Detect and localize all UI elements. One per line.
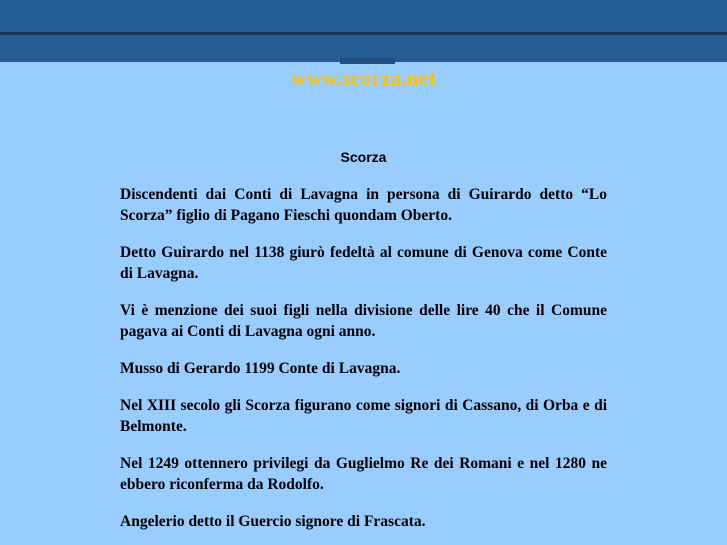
paragraph-list <box>120 184 607 532</box>
paragraph: Musso di Gerardo 1199 Conte di Lavagna. <box>120 360 401 377</box>
header-divider-line <box>0 32 727 35</box>
header-accent-tab <box>340 58 395 64</box>
paragraph: Angelerio detto il Guercio signore di Frascata. <box>120 513 426 530</box>
main-content <box>0 148 727 532</box>
site-title: www.scorza.net <box>291 66 436 90</box>
paragraph: Detto Guirardo nel 1138 giurò fedeltà al comune di Genova come Conte di Lavagna. <box>120 244 607 282</box>
paragraph: Nel 1249 ottennero privilegi da Guglielmo Re dei Romani e nel 1280 ne ebbero riconferma da Rodolfo. <box>120 455 607 493</box>
page-title: Scorza <box>340 149 387 165</box>
paragraph: Vi è menzione dei suoi figli nella divisione delle lire 40 che il Comune pagava ai Conti di Lavagna ogni anno. <box>120 302 607 340</box>
paragraph: Nel XIII secolo gli Scorza figurano come signori di Cassano, di Orba e di Belmonte. <box>120 397 607 435</box>
paragraph: Discendenti dai Conti di Lavagna in persona di Guirardo detto “Lo Scorza” figlio di Pagano Fieschi quondam Oberto. <box>120 186 607 224</box>
header-banner <box>0 0 727 62</box>
